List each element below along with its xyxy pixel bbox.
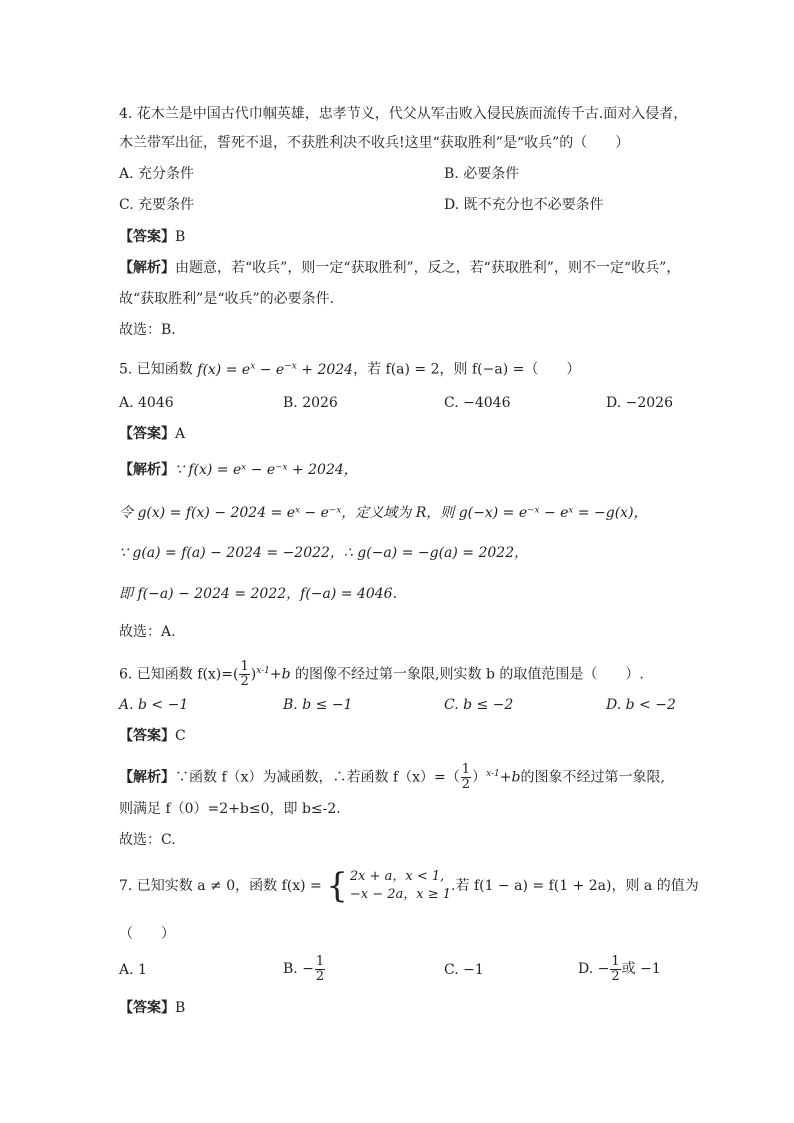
q5-answer (119, 424, 185, 444)
analysis-label: 【解析】 (119, 769, 175, 786)
q7-answer (119, 998, 185, 1018)
q6-option-d: D. b < −2 (606, 697, 676, 713)
q4-conclusion: 故选：B. (119, 322, 176, 338)
analysis-label: 【解析】 (119, 260, 175, 276)
q4-option-c: C. 充要条件 (119, 197, 195, 213)
answer-value: B (175, 1000, 186, 1016)
answer-label: 【答案】 (119, 426, 175, 442)
q5-analysis-line2: 令 g(x) = f(x) − 2024 = eˣ − e⁻ˣ，定义域为 R，则 g(−x) = e⁻ˣ − eˣ = −g(x)， (119, 505, 648, 521)
q6-analysis-line1: 【解析】∵函数 f（x）为减函数，∴若函数 f（x）=（ $\frac{1}{2}$ ）$^{x-1}$+b的图象不经过第一象限, (119, 762, 665, 793)
analysis-text: 由题意，若“收兵”，则一定“获取胜利”，反之，若“获取胜利”，则不一定“收兵”， (175, 260, 681, 276)
q5-stem (119, 356, 580, 380)
analysis-label: 【解析】 (119, 462, 175, 478)
q6-stem-suffix: 的图像不经过第一象限,则实数 b 的取值范围是（ ）. (295, 666, 644, 683)
q5-option-b: B. 2026 (283, 395, 338, 411)
q5-option-a: A. 4046 (119, 395, 174, 411)
q4-answer (119, 227, 185, 247)
answer-value: C (175, 728, 186, 744)
left-brace: { (326, 866, 348, 906)
q5-stem-prefix: 5. 已知函数 (119, 361, 193, 378)
q5-analysis-line3: ∵ g(a) = f(a) − 2024 = −2022，∴ g(−a) = −g(a) = 2022， (119, 545, 529, 561)
q7-option-b: B. − $\frac{1}{2}$ (283, 953, 325, 984)
q6-stem-prefix: 6. 已知函数 f(x)=( (119, 666, 239, 683)
q7-option-c: C. −1 (444, 962, 484, 978)
q5-analysis-line4: 即 f(−a) − 2024 = 2022，f(−a) = 4046. (119, 586, 398, 602)
q4-option-b: B. 必要条件 (444, 166, 520, 182)
q4-analysis-line2: 故“获取胜利”是“收兵”的必要条件. (119, 291, 335, 307)
q7-stem (119, 864, 699, 908)
answer-value: B (175, 229, 186, 245)
q4-stem-line1: 4. 花木兰是中国古代巾帼英雄，忠孝节义，代父从军击败入侵民族而流传千古.面对入侵者， (119, 106, 688, 122)
analysis-text: ∵函数 f（x）为减函数，∴若函数 f（x）=（ (175, 769, 460, 786)
q4-stem-line2: 木兰带军出征，誓死不退，不获胜利决不收兵!这里“获取胜利”是“收兵”的（ ） (119, 135, 630, 151)
q7-option-a: A. 1 (119, 962, 147, 978)
q7-stem-suffix: .若 f(1 − a) = f(1 + 2a)，则 a 的值为 (451, 878, 699, 894)
q6-analysis-fraction: $\frac{1}{2}$ (461, 762, 471, 793)
q6-conclusion: 故选：C. (119, 832, 176, 848)
answer-label: 【答案】 (119, 229, 175, 245)
q5-analysis-line1 (119, 460, 358, 480)
q6-answer (119, 726, 186, 746)
analysis-text: ∵ f(x) = eˣ − e⁻ˣ + 2024， (175, 462, 358, 478)
q6-option-c: C. b ≤ −2 (444, 697, 514, 713)
q5-conclusion: 故选：A. (119, 624, 176, 640)
q6-stem: 6. 已知函数 f(x)=( $\frac{1}{2}$ )$^{x-1}$+b 的图像不经过第一象限,则实数 b 的取值范围是（ ）. (119, 659, 644, 690)
q4-option-d: D. 既不充分也不必要条件 (444, 197, 604, 213)
q4-analysis-line1 (119, 258, 680, 278)
q6-option-a: A. b < −1 (119, 697, 189, 713)
q5-option-d: D. −2026 (606, 395, 673, 411)
q7-piecewise: 2x + a，x < 1, −x − 2a，x ≥ 1 (349, 869, 452, 902)
q6-analysis-line2: 则满足 f（0）=2+b≤0，即 b≤-2. (119, 801, 341, 817)
answer-label: 【答案】 (119, 1000, 175, 1016)
q4-option-a: A. 充分条件 (119, 166, 195, 182)
q7-option-d: D. − $\frac{1}{2}$ 或 −1 (578, 953, 661, 984)
q7-stem-prefix: 7. 已知实数 a ≠ 0，函数 f(x) = (119, 878, 322, 894)
q5-option-c: C. −4046 (444, 395, 511, 411)
q7-paren: （ ） (119, 926, 175, 942)
q5-func: $f(x) = e^x - e^{-x} + 2024$ (197, 361, 354, 378)
answer-value: A (175, 426, 186, 442)
q6-fraction: $\frac{1}{2}$ (240, 659, 249, 690)
q6-option-b: B. b ≤ −1 (283, 697, 353, 713)
answer-label: 【答案】 (119, 728, 175, 744)
q5-stem-mid: ，若 f(a) = 2，则 f(−a) =（ ） (353, 361, 581, 378)
